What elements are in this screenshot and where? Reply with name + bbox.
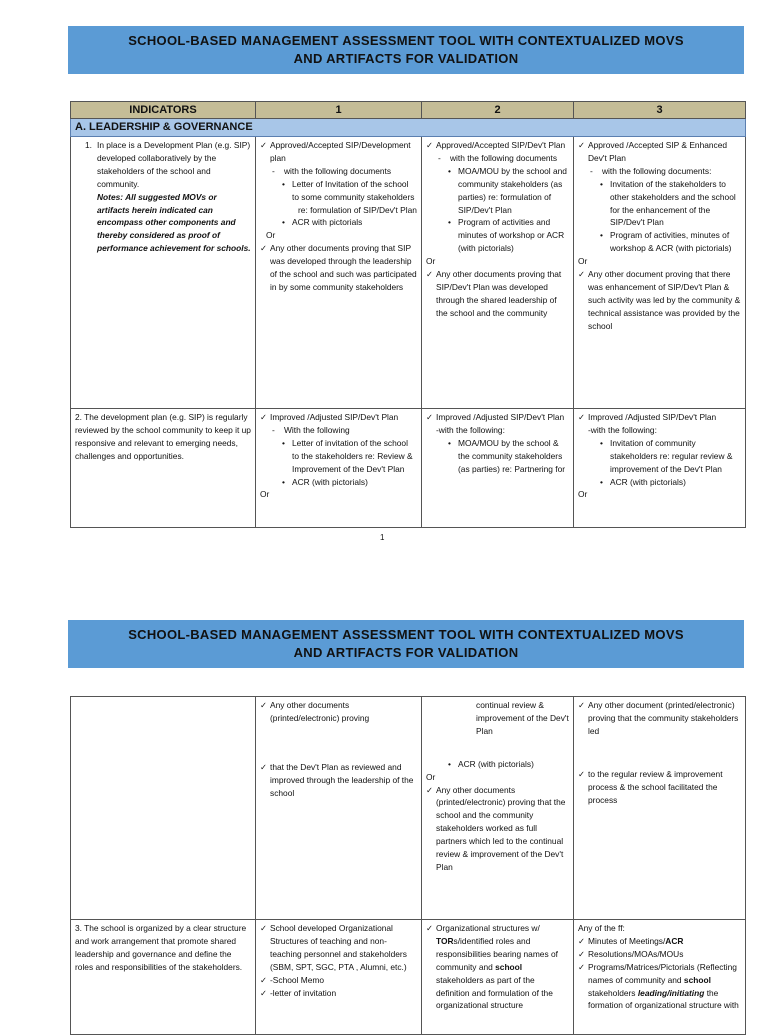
check-item: ✓ Programs/Matrices/Pictorials (Reflecting names of community and school stakeholders leading/initiating the formation of organizational structure with — [578, 961, 741, 1013]
page-number: 1 — [380, 533, 385, 542]
continued-text: continual review & improvement of the Dev't Plan — [476, 700, 569, 736]
notes-label: Notes — [97, 191, 121, 202]
bullet-cont: re: formulation of SIP/Dev't Plan — [298, 204, 417, 215]
check-item: ✓ School developed Organizational Structures of teaching and non-teaching personnel and stakeholders (SBM, SPT, SGC, PTA , Alumni, etc.) — [260, 922, 417, 974]
check-item: ✓ Approved/Accepted SIP/Development plan — [260, 139, 417, 165]
check-item: ✓ Any other document (printed/electronic) proving that the community stakeholders led — [578, 699, 741, 738]
indicator-cell — [71, 409, 256, 528]
bullet-item: • Letter of Invitation of the school to some community stakeholders — [260, 178, 417, 204]
title-line-2: AND ARTIFACTS FOR VALIDATION — [293, 645, 519, 660]
dash-item: - with the following documents — [260, 165, 417, 178]
check-item: ✓ that the Dev't Plan as reviewed and improved through the leadership of the school — [260, 761, 417, 800]
check-item: ✓ Minutes of Meetings/ACR — [578, 935, 741, 948]
level-2-cell — [422, 137, 574, 409]
check-item: ✓ Any other documents (printed/electronic) proving — [260, 699, 417, 725]
check-item: ✓ Organizational structures w/ TORs/identified roles and responsibilities bearing names of community and school stakeholders as part of the definition and formulation of the organizational structure — [426, 922, 569, 1012]
with-label: -with the following: — [588, 424, 657, 435]
or-label: Or — [578, 489, 588, 500]
table-row — [71, 137, 746, 409]
bullet-item: • Program of activities, minutes of workshop & ACR (with pictorials) — [578, 229, 741, 255]
assessment-table-page-2 — [70, 696, 746, 1035]
check-item: ✓ Resolutions/MOAs/MOUs — [578, 948, 741, 961]
title-line-2: AND ARTIFACTS FOR VALIDATION — [293, 51, 519, 66]
indicator-cell — [71, 920, 256, 1035]
check-item: ✓ Any other documents proving that SIP was developed through the leadership of the school and such was participated in by some community stakeholders — [260, 242, 417, 294]
table-row — [71, 409, 746, 528]
level-2-cell — [422, 697, 574, 920]
or-label: Or — [260, 489, 270, 500]
indicator-cell — [71, 697, 256, 920]
check-item: ✓ Any other documents proving that SIP/Dev't Plan was developed through the shared leadership of the school and the community — [426, 268, 569, 320]
bullet-item: • Program of activities and minutes of workshop or ACR (with pictorials) — [426, 216, 569, 255]
check-item: ✓ -letter of invitation — [260, 987, 417, 1000]
document-title-banner-page-2 — [68, 620, 744, 668]
check-item: ✓ Improved /Adjusted SIP/Dev't Plan — [260, 411, 417, 424]
section-leadership-governance: A. LEADERSHIP & GOVERNANCE — [71, 119, 746, 137]
or-label: Or — [266, 230, 276, 241]
indicator-text: 3. The school is organized by a clear structure and work arrangement that promote shared leadership and governance and define the roles and responsibilities of the stakeholders. — [75, 923, 247, 972]
dash-item: - With the following — [260, 424, 417, 437]
indicator-text: 1. In place is a Development Plan (e.g. SIP) developed collaboratively by the stakeholders of the school and community. Notes: All suggested MOVs or artifacts herein indicated can encompass other components and thereby considered as proof of performance achievement for schools. — [75, 139, 251, 255]
level-1-cell — [256, 697, 422, 920]
bullet-item: • Invitation of the stakeholders to other stakeholders and the school for the enhancement of the SIP/Dev't Plan — [578, 178, 741, 230]
check-item: ✓ -School Memo — [260, 974, 417, 987]
bullet-item: • MOA/MOU by the school & the community stakeholders (as parties) re: Partnering for — [426, 437, 569, 476]
check-item: ✓ Approved /Accepted SIP & Enhanced Dev't Plan — [578, 139, 741, 165]
level-2-cell — [422, 920, 574, 1035]
title-line-1: SCHOOL-BASED MANAGEMENT ASSESSMENT TOOL WITH CONTEXTUALIZED MOVS — [128, 627, 684, 642]
indicator-cell — [71, 137, 256, 409]
title-line-1: SCHOOL-BASED MANAGEMENT ASSESSMENT TOOL WITH CONTEXTUALIZED MOVS — [128, 33, 684, 48]
check-item: ✓ Approved/Accepted SIP/Dev't Plan — [426, 139, 569, 152]
check-item: ✓ Improved /Adjusted SIP/Dev't Plan — [578, 411, 741, 424]
level-2-cell — [422, 409, 574, 528]
check-item: ✓ to the regular review & improvement process & the school facilitated the process — [578, 768, 741, 807]
bullet-item: • ACR (with pictorials) — [260, 476, 417, 489]
bullet-item: • ACR (with pictorials) — [426, 758, 569, 771]
header-row — [71, 102, 746, 119]
indicator-text: 2. The development plan (e.g. SIP) is regularly reviewed by the school community to keep it up responsive and relevant to emerging needs, challenges and opportunities. — [75, 412, 251, 461]
bullet-item: • Letter of invitation of the school to the stakeholders re: Review & Improvement of the Dev't Plan — [260, 437, 417, 476]
bullet-item: • ACR (with pictorials) — [578, 476, 741, 489]
check-item: ✓ Any other documents (printed/electronic) proving that the school and the community stakeholders worked as full partners which led to the continual review & improvement of the Dev't Plan — [426, 784, 569, 874]
table-row — [71, 697, 746, 920]
bullet-item: • Invitation of community stakeholders re: regular review & improvement of the Dev't Plan — [578, 437, 741, 476]
bullet-item: • MOA/MOU by the school and community stakeholders (as parties) re: formulation of SIP/Dev't Plan — [426, 165, 569, 217]
assessment-table-page-1 — [70, 101, 746, 528]
level-1-cell — [256, 137, 422, 409]
level-1-cell — [256, 920, 422, 1035]
document-title-banner — [68, 26, 744, 74]
section-row — [71, 119, 746, 137]
level-1-cell — [256, 409, 422, 528]
or-label: Or — [426, 771, 436, 782]
header-level-2: 2 — [422, 102, 574, 119]
dash-item: - with the following documents — [426, 152, 569, 165]
header-indicators: INDICATORS — [71, 102, 256, 119]
header-level-3: 3 — [574, 102, 746, 119]
or-label: Or — [578, 256, 588, 267]
header-level-1: 1 — [256, 102, 422, 119]
bullet-item: • ACR with pictorials — [260, 216, 417, 229]
level-3-cell — [574, 697, 746, 920]
level-3-cell — [574, 920, 746, 1035]
level-3-cell — [574, 409, 746, 528]
with-label: -with the following: — [436, 424, 505, 435]
notes-text: : All suggested MOVs or artifacts herein indicated can encompass other components and thereby considered as proof of performance achievement for schools. — [97, 191, 251, 254]
or-label: Or — [426, 256, 436, 267]
check-item: ✓ Improved /Adjusted SIP/Dev't Plan — [426, 411, 569, 424]
level-3-cell — [574, 137, 746, 409]
dash-item: - with the following documents: — [578, 165, 741, 178]
lead-text: Any of the ff: — [578, 923, 625, 933]
check-item: ✓ Any other document proving that there was enhancement of SIP/Dev't Plan & such activity was led by the community & technical assistance was provided by the school — [578, 268, 741, 333]
table-row — [71, 920, 746, 1035]
